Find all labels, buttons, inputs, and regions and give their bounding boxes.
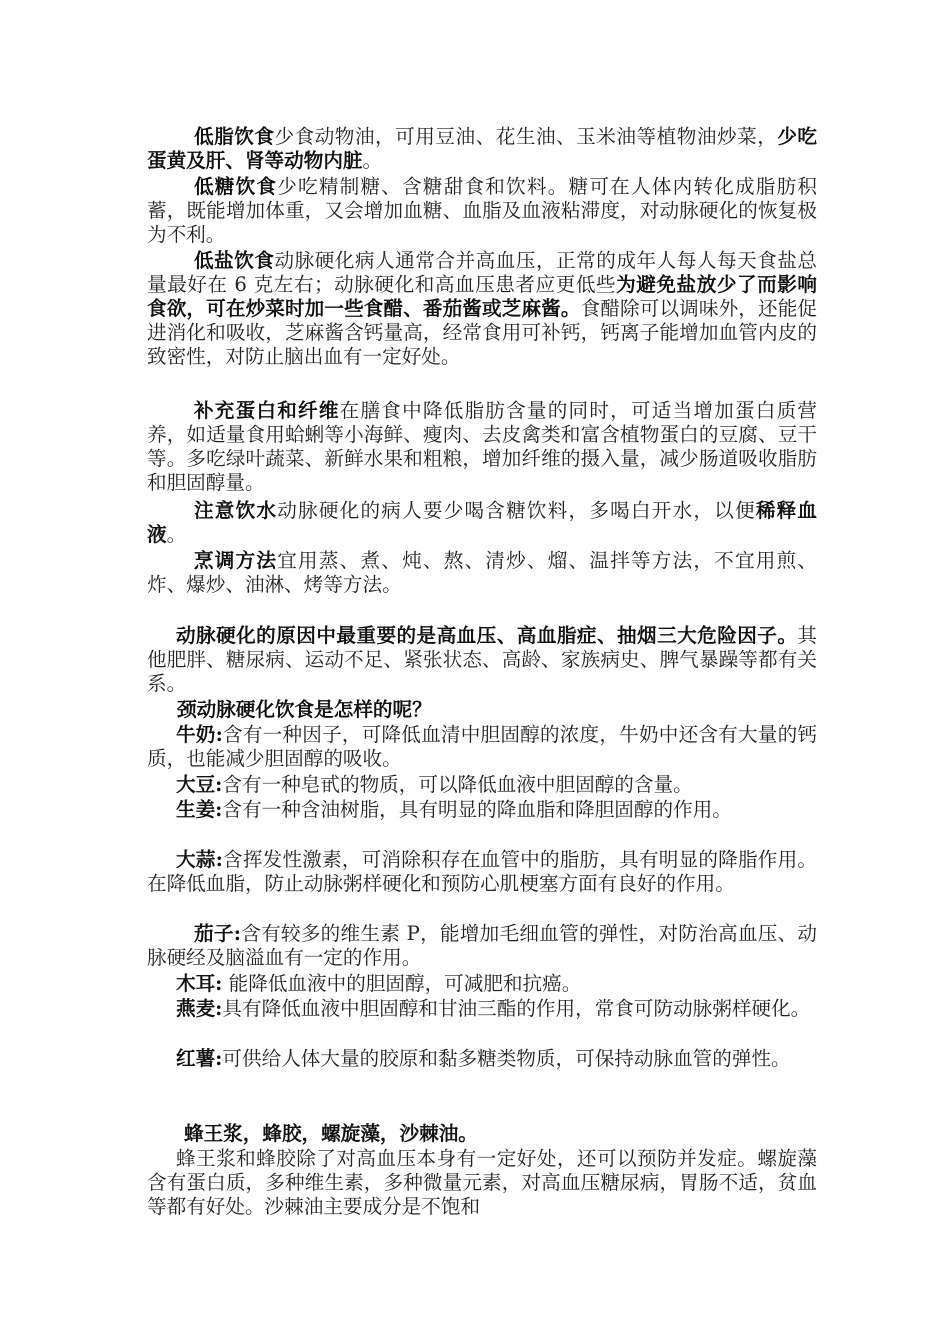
food-item-eggplant [147, 922, 817, 970]
food-desc: 含挥发性激素，可消除积存在血管中的脂肪，具有明显的降脂作用。在降低血脂，防止动脉粥样硬化和预防心肌梗塞方面有良好的作用。 [147, 848, 817, 895]
cause-bold: 动脉硬化的原因中最重要的是高血压、高血脂症、抽烟三大危险因子。 [176, 624, 798, 647]
food-item-garlic [147, 848, 817, 896]
food-name: 大蒜: [176, 848, 223, 871]
food-name: 红薯: [176, 1047, 223, 1070]
food-name: 大豆: [176, 773, 223, 796]
food-name: 燕麦: [176, 997, 223, 1020]
food-item-oats [147, 997, 817, 1021]
diet-text: 少吃精制糖、含糖甜食和饮料。糖可在人体内转化成脂肪积蓄，既能增加体重，又会增加血糖、血脂及血液粘滞度，对动脉硬化的恢复极为不利。 [147, 175, 818, 246]
food-name: 茄子: [194, 922, 241, 945]
diet-text-bold: 为避免盐放少了而影响食欲，可在炒菜时加一些食醋、番茄酱或芝麻酱。 [147, 273, 817, 320]
cause-paragraph [147, 624, 817, 696]
diet-title: 补充蛋白和纤维 [194, 399, 340, 422]
food-name: 牛奶: [176, 723, 223, 746]
food-item-ginger [147, 798, 817, 822]
food-name: 木耳: [176, 972, 223, 995]
food-desc: 可供给人体大量的胶原和黏多糖类物质，可保持动脉血管的弹性。 [222, 1047, 791, 1070]
diet-text: 动脉硬化病人通常合并高血压，正常的成年人每人每天食盐总量最好在 6 克左右；动脉硬化和高血压患者应更低些 [147, 249, 818, 296]
diet-low-sugar [147, 175, 817, 247]
diet-title: 低盐饮食 [194, 249, 275, 272]
diet-text: 在膳食中降低脂肪含量的同时，可适当增加蛋白质营养，如适量食用蛤蜊等小海鲜、瘦肉、去皮禽类和富含植物蛋白的豆腐、豆干等。多吃绿叶蔬菜、新鲜水果和粗粮，增加纤维的摄入量，减少肠道吸收脂肪和胆固醇量。 [147, 399, 818, 494]
diet-water [147, 499, 817, 547]
diet-low-fat [147, 125, 817, 173]
food-desc: 含有一种皂甙的物质，可以降低血液中胆固醇的含量。 [222, 773, 693, 796]
diet-text: 食醋除可以调味外，还能促进消化和吸收，芝麻酱含钙量高，经常食用可补钙，钙离子能增加血管内皮的致密性，对防止脑出血有一定好处。 [147, 297, 818, 368]
supplement-paragraph: 蜂王浆和蜂胶除了对高血压本身有一定好处，还可以预防并发症。螺旋藻含有蛋白质，多种维生素，多种微量元素，对高血压糖尿病，胃肠不适，贫血等都有好处。沙棘油主要成分是不饱和 [147, 1147, 817, 1218]
diet-protein-fiber [147, 399, 817, 495]
food-desc: 含有一种因子，可降低血清中胆固醇的浓度，牛奶中还含有大量的钙质，也能减少胆固醇的吸收。 [147, 723, 817, 770]
diet-cooking [147, 549, 817, 597]
diet-title: 烹调方法 [194, 549, 278, 572]
supplement-heading: 蜂王浆，蜂胶，螺旋藻，沙棘油。 [184, 1122, 478, 1145]
food-desc: 含有较多的维生素 P，能增加毛细血管的弹性，对防治高血压、动脉硬经及脑溢血有一定的作用。 [147, 922, 818, 969]
food-desc: 具有降低血液中胆固醇和甘油三酯的作用，常食可防动脉粥样硬化。 [222, 997, 811, 1020]
carotid-heading: 颈动脉硬化饮食是怎样的呢？ [177, 698, 432, 721]
diet-text-bold: 少吃蛋黄及肝、肾等动物内脏 [147, 125, 818, 172]
food-item-sweet-potato [147, 1047, 817, 1071]
diet-title: 注意饮水 [194, 499, 278, 522]
diet-text: 。 [362, 149, 383, 172]
diet-text: 少食动物油，可用豆油、花生油、玉米油等植物油炒菜， [274, 125, 778, 148]
cause-text: 其他肥胖、糖尿病、运动不足、紧张状态、高龄、家族病史、脾气暴躁等都有关系。 [147, 624, 817, 695]
diet-low-salt [147, 249, 817, 369]
food-desc: 能降低血液中的胆固醇，可减肥和抗癌。 [222, 972, 582, 995]
diet-text: 。 [166, 523, 187, 546]
diet-text-bold: 稀释血液 [147, 499, 818, 546]
food-item-milk [147, 723, 817, 771]
diet-text: 宜用蒸、煮、炖、熬、清炒、熘、温拌等方法，不宜用煎、炸、爆炒、油淋、烤等方法。 [147, 549, 818, 596]
food-desc: 含有一种含油树脂，具有明显的降血脂和降胆固醇的作用。 [222, 798, 732, 821]
food-name: 生姜: [176, 798, 223, 821]
diet-title: 低脂饮食 [194, 125, 275, 148]
food-item-fungus [147, 972, 817, 996]
diet-text: 动脉硬化的病人要少喝含糖饮料，多喝白开水，以便 [277, 499, 756, 522]
food-item-soybean [147, 773, 817, 797]
diet-title: 低糖饮食 [194, 175, 278, 198]
